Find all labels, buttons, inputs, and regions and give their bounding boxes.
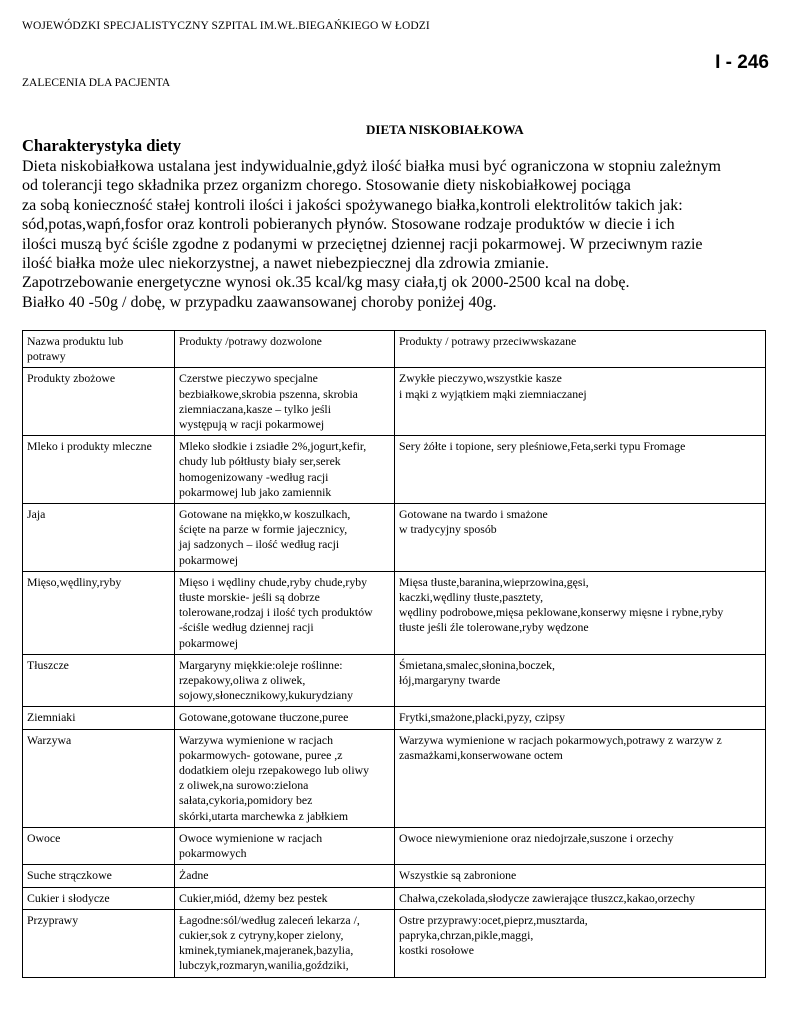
cell-text: Cukier i słodycze xyxy=(27,890,110,905)
cell-text: Owoce xyxy=(27,830,61,845)
table-row xyxy=(23,707,766,729)
product-name-cell xyxy=(23,707,175,729)
cell-text: pokarmowej xyxy=(179,552,238,567)
cell-text: pokarmowej lub jako zamiennik xyxy=(179,484,332,499)
table-row xyxy=(23,654,766,707)
cell-text: Chałwa,czekolada,słodycze zawierające tłuszcz,kakao,orzechy xyxy=(399,890,696,905)
description-line: za sobą konieczność stałej kontroli ilości i jakości spożywanego białka,kontroli elektrolitów takich jak: xyxy=(22,196,683,214)
description-line: Dieta niskobiałkowa ustalana jest indywidualnie,gdyż ilość białka musi być ograniczona w stopniu zależnym xyxy=(22,158,721,175)
cell-text: z oliwek,na surowo:zielona xyxy=(179,778,309,793)
cell-text: Owoce niewymienione oraz niedojrzałe,suszone i orzechy xyxy=(399,830,674,845)
forbidden-products-cell xyxy=(395,368,766,436)
allowed-products-cell xyxy=(175,909,395,977)
cell-text: sojowy,słonecznikowy,kukurydziany xyxy=(179,688,354,703)
cell-text: rzepakowy,oliwa z oliwek, xyxy=(179,673,306,688)
description-line: Zapotrzebowanie energetyczne wynosi ok.35 kcal/kg masy ciała,tj ok 2000-2500 kcal na dobę. xyxy=(22,274,630,292)
forbidden-products-cell xyxy=(395,654,766,707)
product-name-cell xyxy=(23,909,175,977)
allowed-products-cell xyxy=(175,436,395,504)
diet-title: DIETA NISKOBIAŁKOWA xyxy=(366,122,524,137)
cell-text: i mąki z wyjątkiem mąki ziemniaczanej xyxy=(399,386,587,401)
cell-text: Mięsa tłuste,baranina,wieprzowina,gęsi, xyxy=(399,574,589,589)
product-name-cell xyxy=(23,827,175,864)
table-row xyxy=(23,436,766,504)
cell-text: potrawy xyxy=(27,349,66,364)
forbidden-products-cell xyxy=(395,571,766,654)
cell-text: Ostre przyprawy:ocet,pieprz,musztarda, xyxy=(399,912,588,927)
forbidden-products-cell xyxy=(395,707,766,729)
cell-text: kminek,tymianek,majeranek,bazylia, xyxy=(179,943,354,958)
allowed-products-cell xyxy=(175,654,395,707)
cell-text: wędliny podrobowe,mięsa peklowane,konserwy mięsne i rybne,ryby xyxy=(399,605,724,620)
recommendations-label: ZALECENIA DLA PACJENTA xyxy=(22,77,171,89)
cell-text: Przyprawy xyxy=(27,912,79,927)
cell-text: -ściśle według dziennej racji xyxy=(179,620,314,635)
cell-text: występują w racji pokarmowej xyxy=(179,417,325,432)
cell-text: bezbiałkowe,skrobia pszenna, skrobia xyxy=(179,386,358,401)
cell-text: lubczyk,rozmaryn,wanilia,goździki, xyxy=(179,958,349,973)
cell-text: łój,margaryny twarde xyxy=(399,673,501,688)
column-header xyxy=(23,331,175,368)
cell-text: homogenizowany -według racji xyxy=(179,469,329,484)
cell-text: Mleko słodkie i zsiadłe 2%,jogurt,kefir, xyxy=(179,439,367,454)
table-row xyxy=(23,887,766,909)
cell-text: dodatkiem oleju rzepakowego lub oliwy xyxy=(179,763,370,778)
cell-text: zasmażkami,konserwowane octem xyxy=(399,747,563,762)
cell-text: ścięte na parze w formie jajecznicy, xyxy=(179,522,348,537)
forbidden-products-cell xyxy=(395,436,766,504)
cell-text: jaj sadzonych – ilość według racji xyxy=(179,537,340,552)
cell-text: Mleko i produkty mleczne xyxy=(27,439,152,454)
cell-text: chudy lub półtłusty biały ser,serek xyxy=(179,454,341,469)
cell-text: Gotowane na twardo i smażone xyxy=(399,507,548,522)
cell-text: Jaja xyxy=(27,507,46,522)
cell-text: Produkty /potrawy dozwolone xyxy=(179,334,322,348)
cell-text: tłuste morskie- jeśli są dobrze xyxy=(179,590,320,605)
cell-text: ziemniaczana,kasze – tylko jeśli xyxy=(179,401,331,416)
cell-text: Owoce wymienione w racjach xyxy=(179,830,323,845)
cell-text: cukier,sok z cytryny,koper zielony, xyxy=(179,927,344,942)
cell-text: Produkty zbożowe xyxy=(27,371,116,386)
table-row xyxy=(23,571,766,654)
cell-text: Warzywa xyxy=(27,732,72,747)
characteristics-heading: Charakterystyka diety xyxy=(22,136,182,155)
product-name-cell xyxy=(23,729,175,827)
forbidden-products-cell xyxy=(395,865,766,887)
table-header-row xyxy=(23,331,766,368)
product-name-cell xyxy=(23,436,175,504)
allowed-products-cell xyxy=(175,571,395,654)
cell-text: w tradycyjny sposób xyxy=(399,522,497,537)
table-row xyxy=(23,865,766,887)
product-name-cell xyxy=(23,887,175,909)
cell-text: Wszystkie są zabronione xyxy=(399,868,517,883)
cell-text: papryka,chrzan,pikle,maggi, xyxy=(399,927,534,942)
table-row xyxy=(23,909,766,977)
cell-text: pokarmowych- gotowane, puree ,z xyxy=(179,747,343,762)
product-name-cell xyxy=(23,571,175,654)
table-row xyxy=(23,504,766,572)
description-line: ilości muszą być ściśle zgodne z podanymi w przeciętnej dziennej racji pokarmowej. W przeciwnym razie xyxy=(22,235,703,253)
cell-text: Mięso,wędliny,ryby xyxy=(27,574,122,589)
cell-text: Warzywa wymienione w racjach pokarmowych,potrawy z warzyw z xyxy=(399,732,722,747)
description-line: od tolerancji tego składnika przez organizm chorego. Stosowanie diety niskobiałkowej pociąga xyxy=(22,177,631,195)
allowed-products-cell xyxy=(175,729,395,827)
column-header xyxy=(175,331,395,368)
cell-text: Warzywa wymienione w racjach xyxy=(179,732,333,747)
table-row xyxy=(23,827,766,864)
diet-table xyxy=(22,330,766,978)
table-row xyxy=(23,729,766,827)
document-code: I - 246 xyxy=(715,52,769,73)
forbidden-products-cell xyxy=(395,504,766,572)
cell-text: Żadne xyxy=(179,868,209,883)
cell-text: pokarmowych xyxy=(179,846,247,861)
description-line: sód,potas,wapń,fosfor oraz kontroli pobieranych płynów. Stosowane rodzaje produktów w diecie i ich xyxy=(22,216,675,234)
characteristics-text xyxy=(22,157,782,312)
cell-text: kaczki,wędliny tłuste,pasztety, xyxy=(399,590,544,605)
cell-text: pokarmowej xyxy=(179,635,238,650)
allowed-products-cell xyxy=(175,887,395,909)
allowed-products-cell xyxy=(175,865,395,887)
cell-text: Tłuszcze xyxy=(27,657,69,672)
cell-text: tłuste jeśli źle tolerowane,ryby wędzone xyxy=(399,620,589,635)
cell-text: Margaryny miękkie:oleje roślinne: xyxy=(179,657,343,672)
cell-text: Frytki,smażone,placki,pyzy, czipsy xyxy=(399,710,565,725)
table-row xyxy=(23,368,766,436)
cell-text: Nazwa produktu lub xyxy=(27,334,124,348)
hospital-name: WOJEWÓDZKI SPECJALISTYCZNY SZPITAL IM.WŁ.BIEGAŃKIEGO W ŁODZI xyxy=(22,20,430,32)
allowed-products-cell xyxy=(175,707,395,729)
cell-text: Gotowane,gotowane tłuczone,puree xyxy=(179,710,349,725)
cell-text: Sery żółte i topione, sery pleśniowe,Feta,serki typu Fromage xyxy=(399,439,686,454)
product-name-cell xyxy=(23,654,175,707)
cell-text: Śmietana,smalec,słonina,boczek, xyxy=(399,657,555,672)
forbidden-products-cell xyxy=(395,887,766,909)
cell-text: skórki,utarta marchewka z jabłkiem xyxy=(179,808,349,823)
cell-text: Łagodne:sól/według zaleceń lekarza /, xyxy=(179,912,360,927)
forbidden-products-cell xyxy=(395,909,766,977)
allowed-products-cell xyxy=(175,504,395,572)
cell-text: kostki rosołowe xyxy=(399,943,475,958)
cell-text: Cukier,miód, dżemy bez pestek xyxy=(179,890,328,905)
cell-text: Zwykłe pieczywo,wszystkie kasze xyxy=(399,371,562,386)
product-name-cell xyxy=(23,504,175,572)
product-name-cell xyxy=(23,865,175,887)
cell-text: Produkty / potrawy przeciwwskazane xyxy=(399,334,577,348)
cell-text: Mięso i wędliny chude,ryby chude,ryby xyxy=(179,574,368,589)
cell-text: Gotowane na miękko,w koszulkach, xyxy=(179,507,351,522)
forbidden-products-cell xyxy=(395,729,766,827)
product-name-cell xyxy=(23,368,175,436)
allowed-products-cell xyxy=(175,827,395,864)
cell-text: Suche strączkowe xyxy=(27,868,112,883)
allowed-products-cell xyxy=(175,368,395,436)
cell-text: tolerowane,rodzaj i ilość tych produktów xyxy=(179,605,373,620)
column-header xyxy=(395,331,766,368)
description-line: Białko 40 -50g / dobę, w przypadku zaawansowanej choroby poniżej 40g. xyxy=(22,293,497,311)
cell-text: Czerstwe pieczywo specjalne xyxy=(179,371,318,386)
description-line: ilość białka może ulec niekorzystnej, a nawet niebezpiecznej dla zdrowia zmianie. xyxy=(22,255,549,273)
forbidden-products-cell xyxy=(395,827,766,864)
cell-text: Ziemniaki xyxy=(27,710,76,725)
cell-text: sałata,cykoria,pomidory bez xyxy=(179,793,313,808)
